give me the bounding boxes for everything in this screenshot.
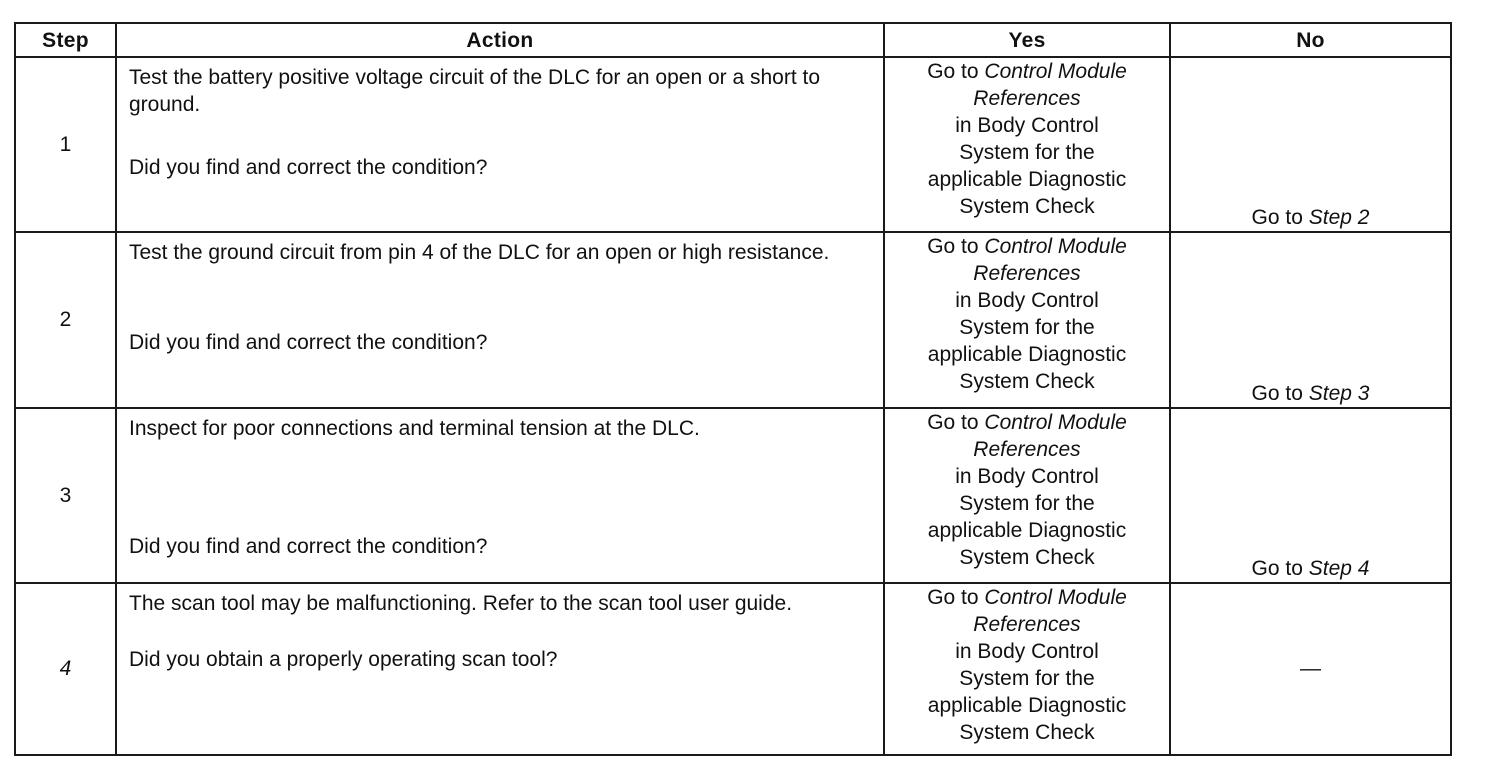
step-number: 1	[59, 133, 72, 157]
no-dash: —	[1300, 657, 1321, 681]
yes-line-4: System for the	[959, 491, 1095, 515]
step-number: 4	[59, 657, 72, 681]
yes-line-5: applicable Diagnostic	[927, 518, 1127, 542]
table-row	[15, 57, 1451, 232]
yes-line-4: System for the	[959, 141, 1095, 164]
action-cell	[116, 408, 884, 583]
action-cell	[116, 232, 884, 407]
yes-reference-link-cont[interactable]: References	[973, 87, 1081, 110]
yes-reference-link-cont[interactable]: References	[973, 262, 1081, 286]
yes-line-4: System for the	[959, 666, 1095, 690]
action-question: Did you find and correct the condition?	[129, 331, 488, 355]
step-cell	[15, 232, 116, 407]
yes-cell	[884, 583, 1170, 755]
action-text: The scan tool may be malfunctioning. Refer to the scan tool user guide.	[129, 591, 793, 615]
action-question: Did you obtain a properly operating scan tool?	[129, 647, 558, 671]
yes-line-3: in Body Control	[955, 639, 1099, 663]
yes-line-6: System Check	[959, 545, 1095, 569]
yes-line-6: System Check	[959, 720, 1095, 744]
yes-line-5: applicable Diagnostic	[927, 168, 1127, 191]
step-cell	[15, 408, 116, 583]
yes-line-3: in Body Control	[955, 464, 1099, 488]
header-no: No	[1170, 23, 1451, 57]
yes-line-5: applicable Diagnostic	[927, 343, 1127, 367]
no-step-link[interactable]: Step 3	[1308, 381, 1370, 405]
yes-reference-link[interactable]: Control Module	[984, 235, 1127, 259]
yes-cell	[884, 408, 1170, 583]
yes-cell	[884, 57, 1170, 232]
yes-line-1: Go to Control Module	[927, 60, 1127, 83]
step-number: 3	[59, 483, 72, 507]
table-header-row	[15, 23, 1451, 57]
yes-reference-link[interactable]: Control Module	[984, 410, 1127, 434]
step-number: 2	[59, 308, 72, 332]
action-cell	[116, 57, 884, 232]
yes-reference-link-cont[interactable]: References	[973, 612, 1081, 636]
yes-line-4: System for the	[959, 316, 1095, 340]
no-step-link[interactable]: Step 2	[1308, 206, 1370, 230]
yes-cell	[884, 232, 1170, 407]
yes-line-3: in Body Control	[955, 289, 1099, 313]
yes-line-5: applicable Diagnostic	[927, 693, 1127, 717]
step-cell	[15, 583, 116, 755]
yes-reference-link-cont[interactable]: References	[973, 437, 1081, 461]
step-cell	[15, 57, 116, 232]
yes-line-1: Go to Control Module	[927, 585, 1127, 609]
yes-line-6: System Check	[959, 370, 1095, 394]
no-cell: Go to Step 2	[1170, 57, 1451, 232]
action-cell	[116, 583, 884, 755]
no-cell: Go to Step 3	[1170, 232, 1451, 407]
yes-reference-link[interactable]: Control Module	[984, 60, 1127, 83]
header-step: Step	[15, 23, 116, 57]
yes-line-3: in Body Control	[955, 114, 1099, 137]
yes-line-6: System Check	[959, 195, 1095, 218]
header-action: Action	[116, 23, 884, 57]
no-cell: Go to Step 4	[1170, 408, 1451, 583]
yes-reference-link[interactable]: Control Module	[984, 585, 1127, 609]
action-question: Did you find and correct the condition?	[129, 534, 488, 558]
no-step-link[interactable]: Step 4	[1308, 556, 1370, 580]
action-text: Inspect for poor connections and terminal tension at the DLC.	[129, 416, 700, 440]
yes-line-1: Go to Control Module	[927, 235, 1127, 259]
table-row	[15, 232, 1451, 407]
diagnostic-table	[14, 22, 1452, 756]
header-yes: Yes	[884, 23, 1170, 57]
action-text: Test the ground circuit from pin 4 of the DLC for an open or high resistance.	[129, 241, 830, 265]
table-row	[15, 408, 1451, 583]
table-row	[15, 583, 1451, 755]
yes-line-1: Go to Control Module	[927, 410, 1127, 434]
no-cell	[1170, 583, 1451, 755]
action-question: Did you find and correct the condition?	[129, 156, 488, 179]
action-text: Test the battery positive voltage circuit of the DLC for an open or a short to ground.	[129, 66, 821, 116]
